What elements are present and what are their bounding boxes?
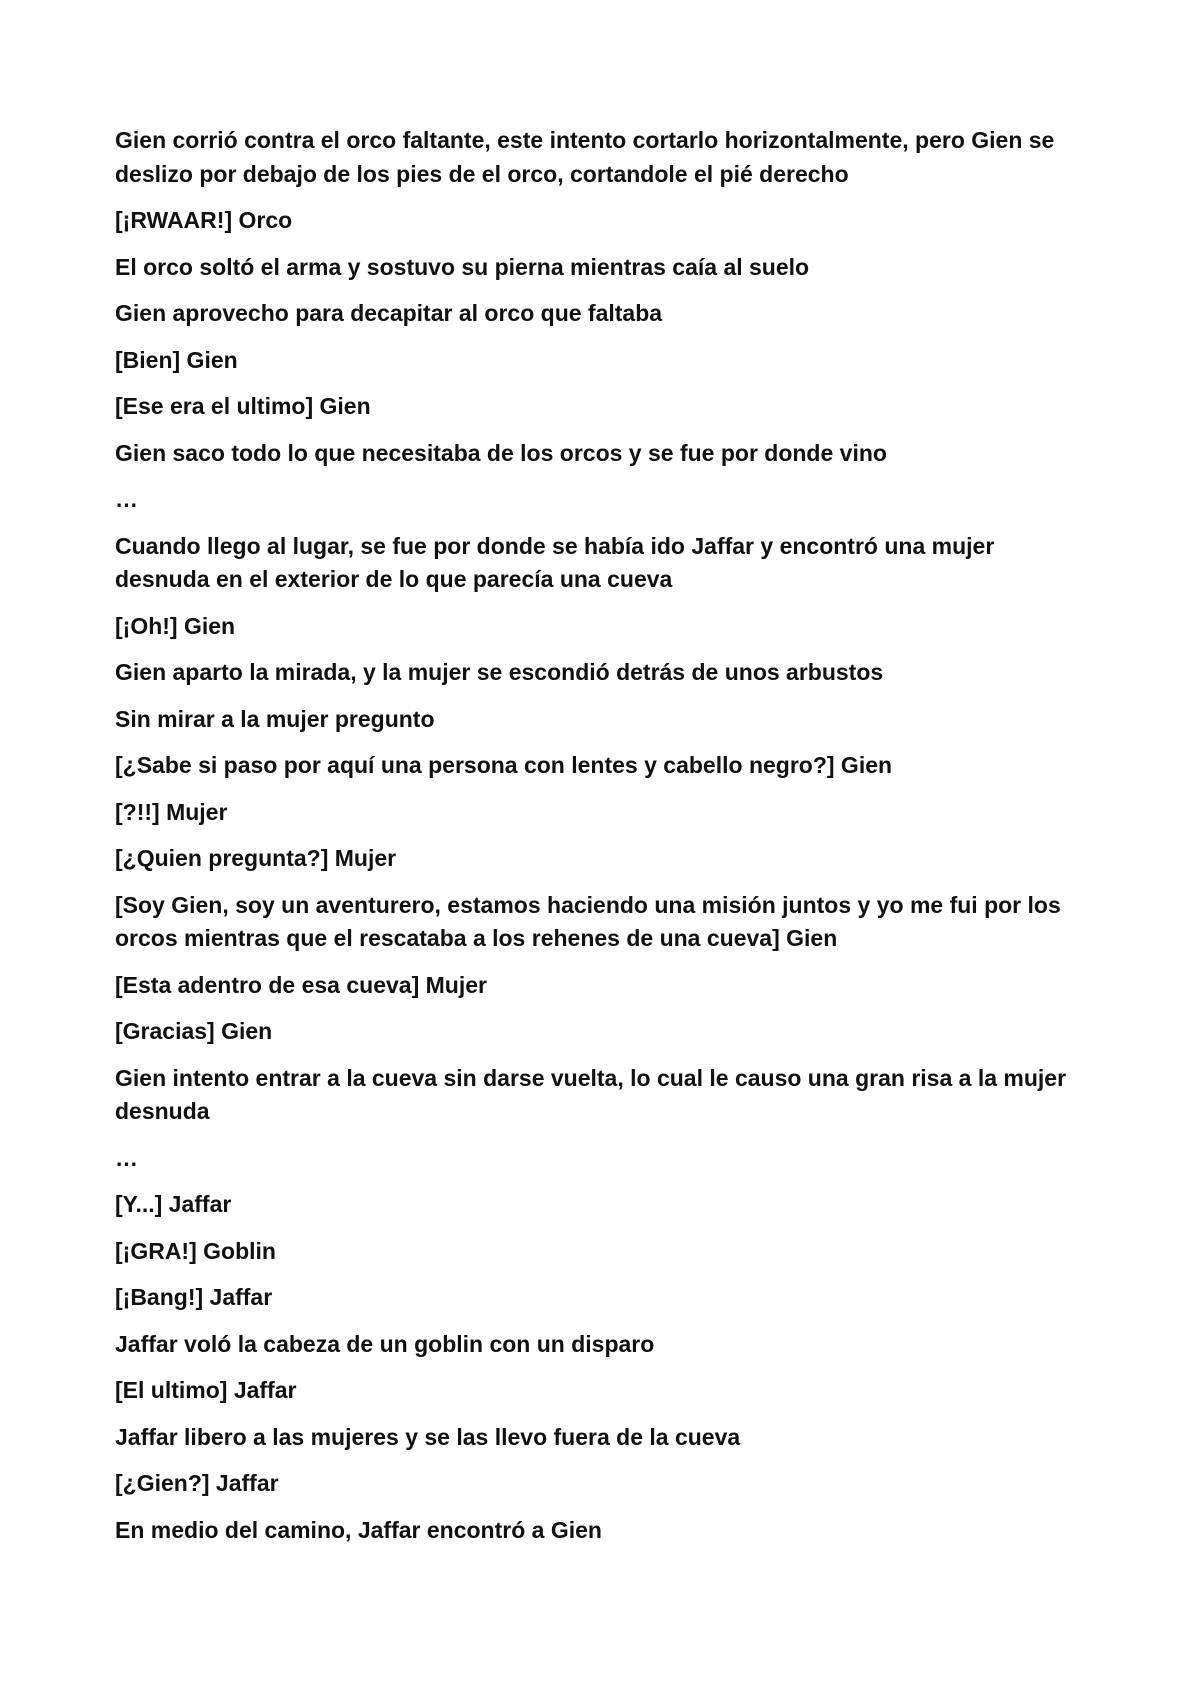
paragraph: [¡Bang!] Jaffar [115, 1284, 273, 1310]
paragraph: [Esta adentro de esa cueva] Mujer [115, 971, 487, 998]
paragraph: Jaffar voló la cabeza de un goblin con un disparo [115, 1330, 655, 1357]
paragraph: [¡Oh!] Gien [115, 612, 236, 639]
paragraph: [¿Sabe si paso por aquí una persona con lentes y cabello negro?] Gien [115, 752, 893, 778]
paragraph: [Gracias] Gien [115, 1018, 273, 1044]
paragraph: Gien intento entrar a la cueva sin darse vuelta, lo cual le causo una gran risa a la mujer desnuda [115, 1064, 1067, 1124]
paragraph: Gien saco todo lo que necesitaba de los orcos y se fue por donde vino [115, 439, 887, 466]
paragraph: El orco soltó el arma y sostuvo su pierna mientras caía al suelo [115, 253, 810, 280]
paragraph: Jaffar libero a las mujeres y se las llevo fuera de la cueva [115, 1423, 741, 1450]
paragraph: [Ese era el ultimo] Gien [115, 393, 371, 419]
paragraph: En medio del camino, Jaffar encontró a Gien [115, 1516, 602, 1543]
paragraph: Gien corrió contra el orco faltante, este intento cortarlo horizontalmente, pero Gien se deslizo por debajo de los pies de el orco, cortandole el pié derecho [115, 127, 1055, 187]
paragraph: [El ultimo] Jaffar [115, 1377, 297, 1403]
paragraph: [¡RWAAR!] Orco [115, 207, 293, 233]
paragraph: [Y...] Jaffar [115, 1191, 232, 1217]
paragraph: [?!!] Mujer [115, 798, 228, 825]
paragraph: Gien aprovecho para decapitar al orco que faltaba [115, 300, 663, 326]
paragraph: [¿Gien?] Jaffar [115, 1470, 279, 1496]
paragraph: [Bien] Gien [115, 346, 238, 373]
paragraph-ellipsis: … [115, 486, 138, 512]
paragraph: Cuando llego al lugar, se fue por donde se había ido Jaffar y encontró una mujer desnuda en el exterior de lo que parecía una cueva [115, 532, 995, 592]
paragraph: [¿Quien pregunta?] Mujer [115, 845, 397, 871]
paragraph: Gien aparto la mirada, y la mujer se escondió detrás de unos arbustos [115, 659, 884, 685]
paragraph: Sin mirar a la mujer pregunto [115, 705, 435, 732]
document-body [115, 124, 1075, 1560]
paragraph: [¡GRA!] Goblin [115, 1237, 276, 1264]
paragraph-ellipsis: … [115, 1144, 138, 1171]
paragraph: [Soy Gien, soy un aventurero, estamos haciendo una misión juntos y yo me fui por los orcos mientras que el rescataba a los rehenes de una cueva] Gien [115, 891, 1061, 951]
